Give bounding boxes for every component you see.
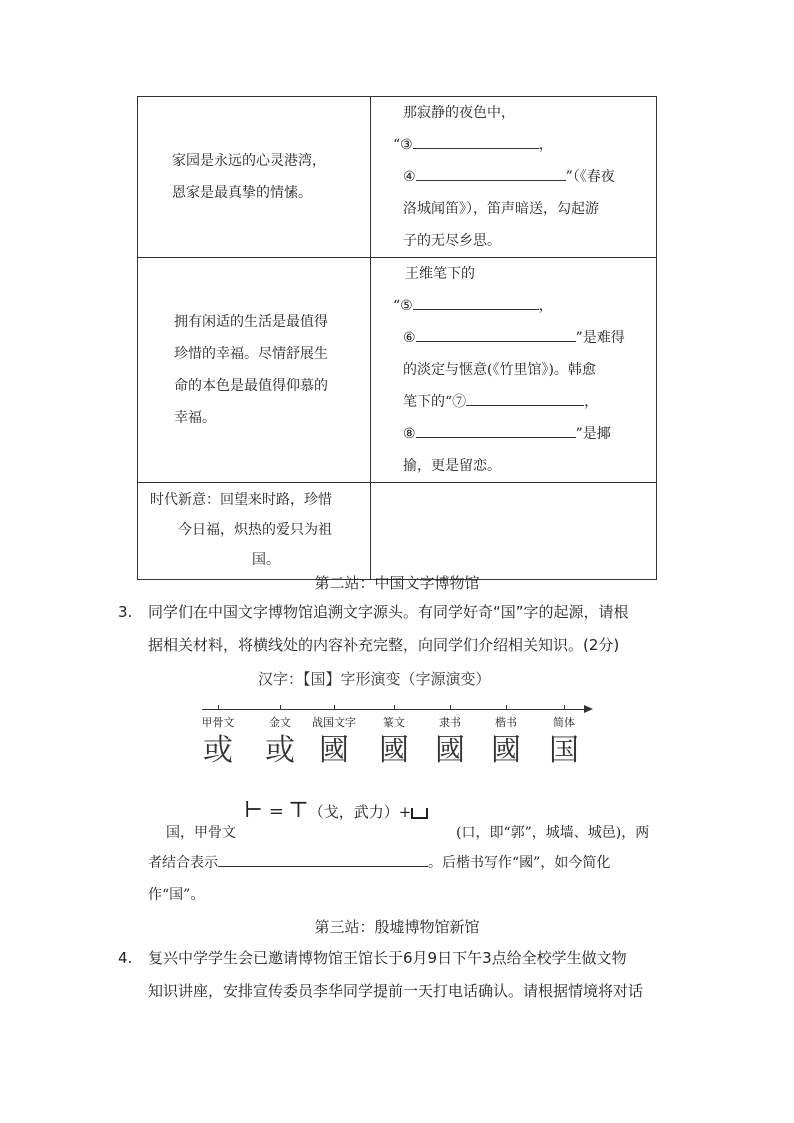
explain-line1b: (口，即“郭”，城墙、城邑)，两 xyxy=(456,825,650,841)
question-3-line1: 同学们在中国文字博物馆追溯文字源头。有同学好奇“国”字的起源，请根 xyxy=(148,603,629,621)
theme2-line3: 命的本色是最值得仰慕的 xyxy=(174,378,328,394)
theme3-line2: 今日福，炽热的爱只为祖 xyxy=(178,522,332,538)
stage-tick xyxy=(506,705,507,710)
stage-label: 楷书 xyxy=(495,716,517,729)
timeline-axis xyxy=(202,709,588,710)
theme2-line1: 拥有闲适的生活是最值得 xyxy=(174,314,328,330)
explain-line2: 者结合表示 。后楷书写作“國”，如今简化 xyxy=(148,848,610,878)
explain-line3: 作“国”。 xyxy=(148,887,205,903)
poem2-line3: ⑥ ”是难得 xyxy=(371,322,656,354)
table-cell-poem-2 xyxy=(371,258,657,483)
evolution-title: 汉字：【国】字形演变（字源演变） xyxy=(258,670,491,688)
stage-tick xyxy=(394,705,395,710)
stage-label: 甲骨文 xyxy=(201,716,235,729)
stage-glyph: 或 xyxy=(265,733,295,768)
poem2-line7: 揄，更是留恋。 xyxy=(403,458,501,474)
stage-label: 金文 xyxy=(269,716,291,729)
theme3-line1: 时代新意：回望来时路，珍惜 xyxy=(150,492,332,508)
blank-4[interactable] xyxy=(416,166,566,181)
table-cell-theme-2 xyxy=(138,258,371,483)
stage-glyph: 國 xyxy=(491,733,521,768)
stage-label: 隶书 xyxy=(439,716,461,729)
stage-tick xyxy=(450,705,451,710)
poem2-line5: 笔下的“⑦ ， xyxy=(371,386,656,418)
blank-8[interactable] xyxy=(416,423,576,438)
poem2-line1: 王维笔下的 xyxy=(405,266,475,282)
station-3-heading: 第三站：殷墟博物馆新馆 xyxy=(314,918,480,936)
question-4 xyxy=(118,942,678,1008)
question-3-line2: 据相关材料，将横线处的内容补充完整，向同学们介绍相关知识。(2分) xyxy=(148,636,620,654)
glyph-evolution-figure xyxy=(198,668,598,778)
timeline-arrow-icon xyxy=(584,705,593,713)
stage-tick xyxy=(334,705,335,710)
glyph-formula: ⊢ = ⊤（戈，武力）+ xyxy=(244,796,428,827)
poem1-line1: 那寂静的夜色中， xyxy=(403,105,515,121)
stage-tick xyxy=(280,705,281,710)
question-3 xyxy=(118,596,678,662)
stage-tick xyxy=(564,705,565,710)
blank-3[interactable] xyxy=(413,134,539,149)
stage-label: 战国文字 xyxy=(312,716,356,729)
theme3-line3: 国。 xyxy=(252,552,280,568)
theme2-line4: 幸福。 xyxy=(174,410,216,426)
theme2-line2: 珍惜的幸福。尽情舒展生 xyxy=(174,346,328,362)
table-cell-theme-3 xyxy=(138,483,371,580)
poetry-table xyxy=(137,96,657,580)
explain-line1: 国，甲骨文 xyxy=(166,825,236,841)
theme-text-1: 家园是永远的心灵港湾，恩家是最真挚的情愫。 xyxy=(172,153,326,201)
blank-guo-meaning[interactable] xyxy=(218,852,428,867)
poem1-line2: “③ ， xyxy=(371,129,656,161)
poem1-line4: 洛城闻笛》），笛声暗送，勾起游 xyxy=(403,201,599,217)
poem2-line2: “⑤ ， xyxy=(371,290,656,322)
table-cell-poem-1 xyxy=(371,97,657,258)
stage-label: 篆文 xyxy=(383,716,405,729)
stage-glyph: 国 xyxy=(549,733,579,768)
jiaguwen-guo-icon: ⊢ xyxy=(244,798,265,823)
stage-glyph: 國 xyxy=(435,733,465,768)
poem2-line6: ⑧ ”是揶 xyxy=(371,418,656,450)
kou-wall-icon xyxy=(411,808,428,819)
question-4-line2: 知识讲座，安排宣传委员李华同学提前一天打电话确认。请根据情境将对话 xyxy=(148,982,644,1000)
poem2-line4: 的淡定与惬意(《竹里馆》)。韩愈 xyxy=(403,362,596,378)
question-3-number: 3. xyxy=(118,603,133,621)
table-cell-empty[interactable] xyxy=(371,483,657,580)
poem1-line3: ④ ”（《春夜 xyxy=(371,161,656,193)
poem1-line5: 子的无尽乡思。 xyxy=(403,233,501,249)
blank-5[interactable] xyxy=(413,295,539,310)
blank-7[interactable] xyxy=(466,391,584,406)
ge-weapon-icon: ⊤ xyxy=(288,798,309,823)
station-2-heading: 第二站：中国文字博物馆 xyxy=(314,574,480,592)
stage-glyph: 國 xyxy=(379,733,409,768)
blank-6[interactable] xyxy=(416,327,576,342)
stage-glyph: 或 xyxy=(203,733,233,768)
table-cell-theme-1 xyxy=(138,97,371,258)
stage-tick xyxy=(218,705,219,710)
question-4-number: 4. xyxy=(118,949,133,967)
stage-label: 简体 xyxy=(553,716,575,729)
question-4-line1: 复兴中学学生会已邀请博物馆王馆长于6月9日下午3点给全校学生做文物 xyxy=(148,949,627,967)
stage-glyph: 國 xyxy=(319,733,349,768)
